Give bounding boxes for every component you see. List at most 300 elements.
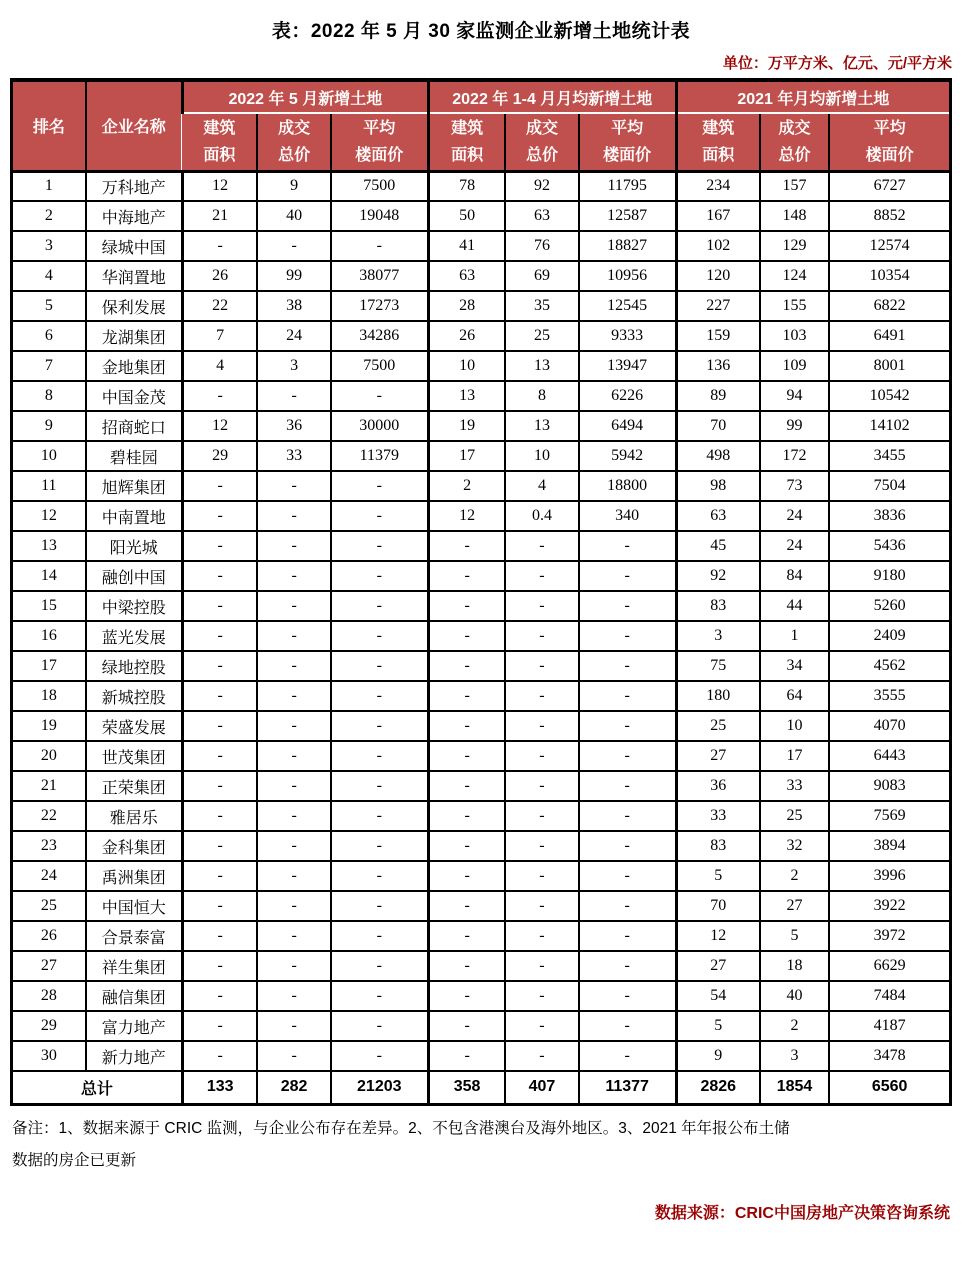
value-cell: - [331, 921, 429, 951]
value-cell: 28 [428, 291, 505, 321]
value-cell: - [331, 471, 429, 501]
value-cell: 18 [760, 951, 829, 981]
table-row [12, 201, 951, 231]
table-row [12, 1041, 951, 1071]
group-header-2021: 2021 年月均新增土地 [676, 80, 950, 113]
value-cell: 24 [257, 321, 330, 351]
value-cell: 4070 [829, 711, 950, 741]
value-cell: 18827 [579, 231, 677, 261]
value-cell: - [428, 951, 505, 981]
company-name-cell: 龙湖集团 [86, 321, 183, 351]
value-cell: 24 [760, 531, 829, 561]
value-cell: 3 [676, 621, 760, 651]
total-row [12, 1071, 951, 1104]
value-cell: - [182, 561, 257, 591]
value-cell: - [428, 771, 505, 801]
value-cell: - [428, 1011, 505, 1041]
footnote-line-2: 数据的房企已更新 [12, 1152, 137, 1170]
value-cell: - [182, 591, 257, 621]
subheader-gfa-1: 建筑 面积 [182, 113, 257, 171]
value-cell: - [331, 681, 429, 711]
value-cell: 3478 [829, 1041, 950, 1071]
value-cell: 4 [182, 351, 257, 381]
value-cell: 12587 [579, 201, 677, 231]
value-cell: 33 [760, 771, 829, 801]
value-cell: - [257, 831, 330, 861]
value-cell: - [428, 561, 505, 591]
value-cell: - [579, 921, 677, 951]
value-cell: - [182, 951, 257, 981]
value-cell: - [505, 741, 578, 771]
value-cell: - [505, 951, 578, 981]
footnote-line-1: 备注：1、数据来源于 CRIC 监测，与企业公布存在差异。2、不包含港澳台及海外地区。3、2021 年年报公布土储 [12, 1119, 790, 1137]
value-cell: - [257, 921, 330, 951]
company-name-cell: 中国金茂 [86, 381, 183, 411]
value-cell: 10 [760, 711, 829, 741]
value-cell: 17273 [331, 291, 429, 321]
table-row [12, 621, 951, 651]
value-cell: - [182, 921, 257, 951]
value-cell: 41 [428, 231, 505, 261]
rank-cell: 28 [12, 981, 86, 1011]
rank-cell: 16 [12, 621, 86, 651]
value-cell: - [428, 981, 505, 1011]
value-cell: - [331, 621, 429, 651]
value-cell: 40 [760, 981, 829, 1011]
rank-cell: 25 [12, 891, 86, 921]
value-cell: 40 [257, 201, 330, 231]
value-cell: - [505, 861, 578, 891]
value-cell: 7569 [829, 801, 950, 831]
value-cell: 167 [676, 201, 760, 231]
table-row [12, 411, 951, 441]
table-row [12, 351, 951, 381]
value-cell: 6629 [829, 951, 950, 981]
rank-cell: 22 [12, 801, 86, 831]
value-cell: 129 [760, 231, 829, 261]
value-cell: 6727 [829, 171, 950, 201]
value-cell: - [428, 891, 505, 921]
value-cell: - [331, 891, 429, 921]
value-cell: 69 [505, 261, 578, 291]
value-cell: - [579, 1041, 677, 1071]
value-cell: 99 [257, 261, 330, 291]
value-cell: - [428, 831, 505, 861]
total-label-cell: 总计 [12, 1071, 183, 1104]
rank-cell: 11 [12, 471, 86, 501]
value-cell: 340 [579, 501, 677, 531]
value-cell: 76 [505, 231, 578, 261]
value-cell: - [505, 981, 578, 1011]
value-cell: - [182, 501, 257, 531]
rank-cell: 15 [12, 591, 86, 621]
value-cell: 34 [760, 651, 829, 681]
value-cell: 64 [760, 681, 829, 711]
rank-cell: 19 [12, 711, 86, 741]
company-column-header: 企业名称 [86, 80, 183, 171]
table-row [12, 171, 951, 201]
table-row [12, 891, 951, 921]
value-cell: 3836 [829, 501, 950, 531]
value-cell: 9180 [829, 561, 950, 591]
value-cell: 84 [760, 561, 829, 591]
value-cell: - [505, 681, 578, 711]
value-cell: - [331, 1011, 429, 1041]
value-cell: - [257, 531, 330, 561]
value-cell: 3972 [829, 921, 950, 951]
value-cell: 102 [676, 231, 760, 261]
value-cell: 30000 [331, 411, 429, 441]
company-name-cell: 中海地产 [86, 201, 183, 231]
value-cell: 3996 [829, 861, 950, 891]
value-cell: 9333 [579, 321, 677, 351]
value-cell: - [257, 591, 330, 621]
company-name-cell: 金科集团 [86, 831, 183, 861]
value-cell: 6494 [579, 411, 677, 441]
value-cell: 5942 [579, 441, 677, 471]
value-cell: - [257, 381, 330, 411]
rank-cell: 7 [12, 351, 86, 381]
company-name-cell: 华润置地 [86, 261, 183, 291]
value-cell: - [257, 471, 330, 501]
company-name-cell: 合景泰富 [86, 921, 183, 951]
value-cell: - [505, 711, 578, 741]
value-cell: - [505, 561, 578, 591]
value-cell: - [428, 921, 505, 951]
value-cell: 18800 [579, 471, 677, 501]
value-cell: - [579, 651, 677, 681]
value-cell: 38077 [331, 261, 429, 291]
table-row [12, 231, 951, 261]
value-cell: 92 [505, 171, 578, 201]
value-cell: 36 [257, 411, 330, 441]
table-row [12, 771, 951, 801]
value-cell: 3894 [829, 831, 950, 861]
value-cell: - [331, 561, 429, 591]
table-row [12, 981, 951, 1011]
value-cell: - [331, 741, 429, 771]
value-cell: 83 [676, 591, 760, 621]
value-cell: 99 [760, 411, 829, 441]
value-cell: 498 [676, 441, 760, 471]
value-cell: - [257, 711, 330, 741]
value-cell: 36 [676, 771, 760, 801]
value-cell: - [579, 861, 677, 891]
value-cell: - [428, 741, 505, 771]
subheader-floor-price-1: 平均 楼面价 [331, 113, 429, 171]
value-cell: 12 [428, 501, 505, 531]
value-cell: 3455 [829, 441, 950, 471]
value-cell: 5 [760, 921, 829, 951]
value-cell: - [505, 771, 578, 801]
value-cell: 8852 [829, 201, 950, 231]
value-cell: - [182, 681, 257, 711]
subheader-floor-price-2: 平均 楼面价 [579, 113, 677, 171]
company-name-cell: 中南置地 [86, 501, 183, 531]
value-cell: 7 [182, 321, 257, 351]
company-name-cell: 正荣集团 [86, 771, 183, 801]
value-cell: 29 [182, 441, 257, 471]
value-cell: 157 [760, 171, 829, 201]
value-cell: - [579, 591, 677, 621]
rank-cell: 18 [12, 681, 86, 711]
value-cell: - [331, 951, 429, 981]
value-cell: 9083 [829, 771, 950, 801]
company-name-cell: 蓝光发展 [86, 621, 183, 651]
company-name-cell: 绿城中国 [86, 231, 183, 261]
company-name-cell: 碧桂园 [86, 441, 183, 471]
value-cell: 6226 [579, 381, 677, 411]
land-stats-table [10, 78, 952, 1106]
subheader-floor-price-3: 平均 楼面价 [829, 113, 950, 171]
value-cell: 73 [760, 471, 829, 501]
total-value-cell: 21203 [331, 1071, 429, 1104]
value-cell: 6491 [829, 321, 950, 351]
table-row [12, 651, 951, 681]
company-name-cell: 融创中国 [86, 561, 183, 591]
value-cell: - [182, 1041, 257, 1071]
value-cell: 44 [760, 591, 829, 621]
rank-cell: 5 [12, 291, 86, 321]
value-cell: 98 [676, 471, 760, 501]
value-cell: - [257, 741, 330, 771]
value-cell: 9 [676, 1041, 760, 1071]
table-row [12, 801, 951, 831]
value-cell: 11379 [331, 441, 429, 471]
value-cell: - [182, 1011, 257, 1041]
table-row [12, 741, 951, 771]
company-name-cell: 中国恒大 [86, 891, 183, 921]
table-row [12, 471, 951, 501]
value-cell: - [257, 1041, 330, 1071]
total-value-cell: 133 [182, 1071, 257, 1104]
value-cell: 21 [182, 201, 257, 231]
value-cell: 27 [760, 891, 829, 921]
value-cell: 12 [182, 171, 257, 201]
value-cell: 7500 [331, 171, 429, 201]
value-cell: 7504 [829, 471, 950, 501]
rank-cell: 12 [12, 501, 86, 531]
value-cell: - [331, 651, 429, 681]
subheader-gfa-3: 建筑 面积 [676, 113, 760, 171]
value-cell: - [331, 711, 429, 741]
company-name-cell: 富力地产 [86, 1011, 183, 1041]
value-cell: 5260 [829, 591, 950, 621]
value-cell: 3555 [829, 681, 950, 711]
company-name-cell: 保利发展 [86, 291, 183, 321]
company-name-cell: 绿地控股 [86, 651, 183, 681]
value-cell: 227 [676, 291, 760, 321]
value-cell: 19 [428, 411, 505, 441]
total-value-cell: 6560 [829, 1071, 950, 1104]
value-cell: - [331, 771, 429, 801]
value-cell: 4562 [829, 651, 950, 681]
value-cell: 4187 [829, 1011, 950, 1041]
table-row [12, 291, 951, 321]
value-cell: 2 [428, 471, 505, 501]
rank-cell: 17 [12, 651, 86, 681]
value-cell: 27 [676, 741, 760, 771]
value-cell: - [331, 231, 429, 261]
value-cell: 155 [760, 291, 829, 321]
company-name-cell: 招商蛇口 [86, 411, 183, 441]
value-cell: 22 [182, 291, 257, 321]
value-cell: 33 [257, 441, 330, 471]
value-cell: - [257, 681, 330, 711]
value-cell: - [428, 591, 505, 621]
value-cell: 12 [676, 921, 760, 951]
value-cell: - [182, 771, 257, 801]
value-cell: - [182, 831, 257, 861]
table-title: 表：2022 年 5 月 30 家监测企业新增土地统计表 [271, 21, 691, 42]
value-cell: 5 [676, 861, 760, 891]
value-cell: 8 [505, 381, 578, 411]
value-cell: - [579, 711, 677, 741]
value-cell: 13 [505, 351, 578, 381]
rank-cell: 10 [12, 441, 86, 471]
group-header-row [12, 80, 951, 113]
value-cell: 10 [505, 441, 578, 471]
value-cell: - [257, 1011, 330, 1041]
table-row [12, 591, 951, 621]
rank-cell: 2 [12, 201, 86, 231]
value-cell: - [505, 621, 578, 651]
value-cell: - [579, 531, 677, 561]
value-cell: 92 [676, 561, 760, 591]
value-cell: - [579, 681, 677, 711]
value-cell: 35 [505, 291, 578, 321]
value-cell: 6443 [829, 741, 950, 771]
value-cell: 3922 [829, 891, 950, 921]
value-cell: 24 [760, 501, 829, 531]
table-row [12, 921, 951, 951]
value-cell: 70 [676, 411, 760, 441]
value-cell: - [579, 951, 677, 981]
value-cell: 4 [505, 471, 578, 501]
table-row [12, 681, 951, 711]
value-cell: 38 [257, 291, 330, 321]
value-cell: - [331, 831, 429, 861]
value-cell: 109 [760, 351, 829, 381]
value-cell: - [331, 501, 429, 531]
company-name-cell: 万科地产 [86, 171, 183, 201]
rank-cell: 1 [12, 171, 86, 201]
subheader-price-2: 成交 总价 [505, 113, 578, 171]
value-cell: - [505, 831, 578, 861]
value-cell: 25 [505, 321, 578, 351]
value-cell: - [505, 1011, 578, 1041]
value-cell: 5 [676, 1011, 760, 1041]
value-cell: 19048 [331, 201, 429, 231]
value-cell: 2409 [829, 621, 950, 651]
value-cell: 75 [676, 651, 760, 681]
table-row [12, 951, 951, 981]
value-cell: 33 [676, 801, 760, 831]
value-cell: 25 [760, 801, 829, 831]
value-cell: - [428, 621, 505, 651]
footnotes [10, 1113, 952, 1178]
value-cell: - [428, 651, 505, 681]
value-cell: 7500 [331, 351, 429, 381]
value-cell: 14102 [829, 411, 950, 441]
value-cell: 17 [760, 741, 829, 771]
value-cell: - [331, 591, 429, 621]
value-cell: 25 [676, 711, 760, 741]
company-name-cell: 阳光城 [86, 531, 183, 561]
value-cell: - [182, 651, 257, 681]
data-source: 数据来源：CRIC中国房地产决策咨询系统 [654, 1204, 950, 1222]
value-cell: 10956 [579, 261, 677, 291]
value-cell: - [182, 861, 257, 891]
value-cell: - [257, 891, 330, 921]
value-cell: - [579, 891, 677, 921]
value-cell: 5436 [829, 531, 950, 561]
rank-cell: 24 [12, 861, 86, 891]
value-cell: - [579, 741, 677, 771]
value-cell: 63 [505, 201, 578, 231]
value-cell: 7484 [829, 981, 950, 1011]
value-cell: - [579, 771, 677, 801]
total-value-cell: 358 [428, 1071, 505, 1104]
rank-cell: 27 [12, 951, 86, 981]
table-header [12, 80, 951, 171]
value-cell: 26 [428, 321, 505, 351]
company-name-cell: 禹洲集团 [86, 861, 183, 891]
value-cell: 13 [428, 381, 505, 411]
value-cell: - [257, 231, 330, 261]
value-cell: 103 [760, 321, 829, 351]
total-value-cell: 11377 [579, 1071, 677, 1104]
rank-cell: 23 [12, 831, 86, 861]
value-cell: - [182, 531, 257, 561]
value-cell: - [428, 801, 505, 831]
value-cell: - [257, 621, 330, 651]
value-cell: 6822 [829, 291, 950, 321]
company-name-cell: 新城控股 [86, 681, 183, 711]
table-row [12, 381, 951, 411]
value-cell: - [579, 981, 677, 1011]
value-cell: - [182, 741, 257, 771]
rank-cell: 3 [12, 231, 86, 261]
value-cell: - [182, 711, 257, 741]
value-cell: - [182, 471, 257, 501]
value-cell: - [331, 981, 429, 1011]
rank-cell: 13 [12, 531, 86, 561]
value-cell: 10542 [829, 381, 950, 411]
value-cell: - [505, 801, 578, 831]
value-cell: 83 [676, 831, 760, 861]
value-cell: 45 [676, 531, 760, 561]
value-cell: - [505, 531, 578, 561]
value-cell: - [257, 771, 330, 801]
value-cell: 12574 [829, 231, 950, 261]
value-cell: - [428, 531, 505, 561]
value-cell: - [331, 531, 429, 561]
value-cell: 89 [676, 381, 760, 411]
subheader-price-3: 成交 总价 [760, 113, 829, 171]
value-cell: 50 [428, 201, 505, 231]
rank-cell: 8 [12, 381, 86, 411]
value-cell: 0.4 [505, 501, 578, 531]
value-cell: 13947 [579, 351, 677, 381]
rank-cell: 4 [12, 261, 86, 291]
company-name-cell: 金地集团 [86, 351, 183, 381]
value-cell: 12 [182, 411, 257, 441]
value-cell: - [505, 1041, 578, 1071]
value-cell: - [182, 981, 257, 1011]
value-cell: 124 [760, 261, 829, 291]
value-cell: 159 [676, 321, 760, 351]
